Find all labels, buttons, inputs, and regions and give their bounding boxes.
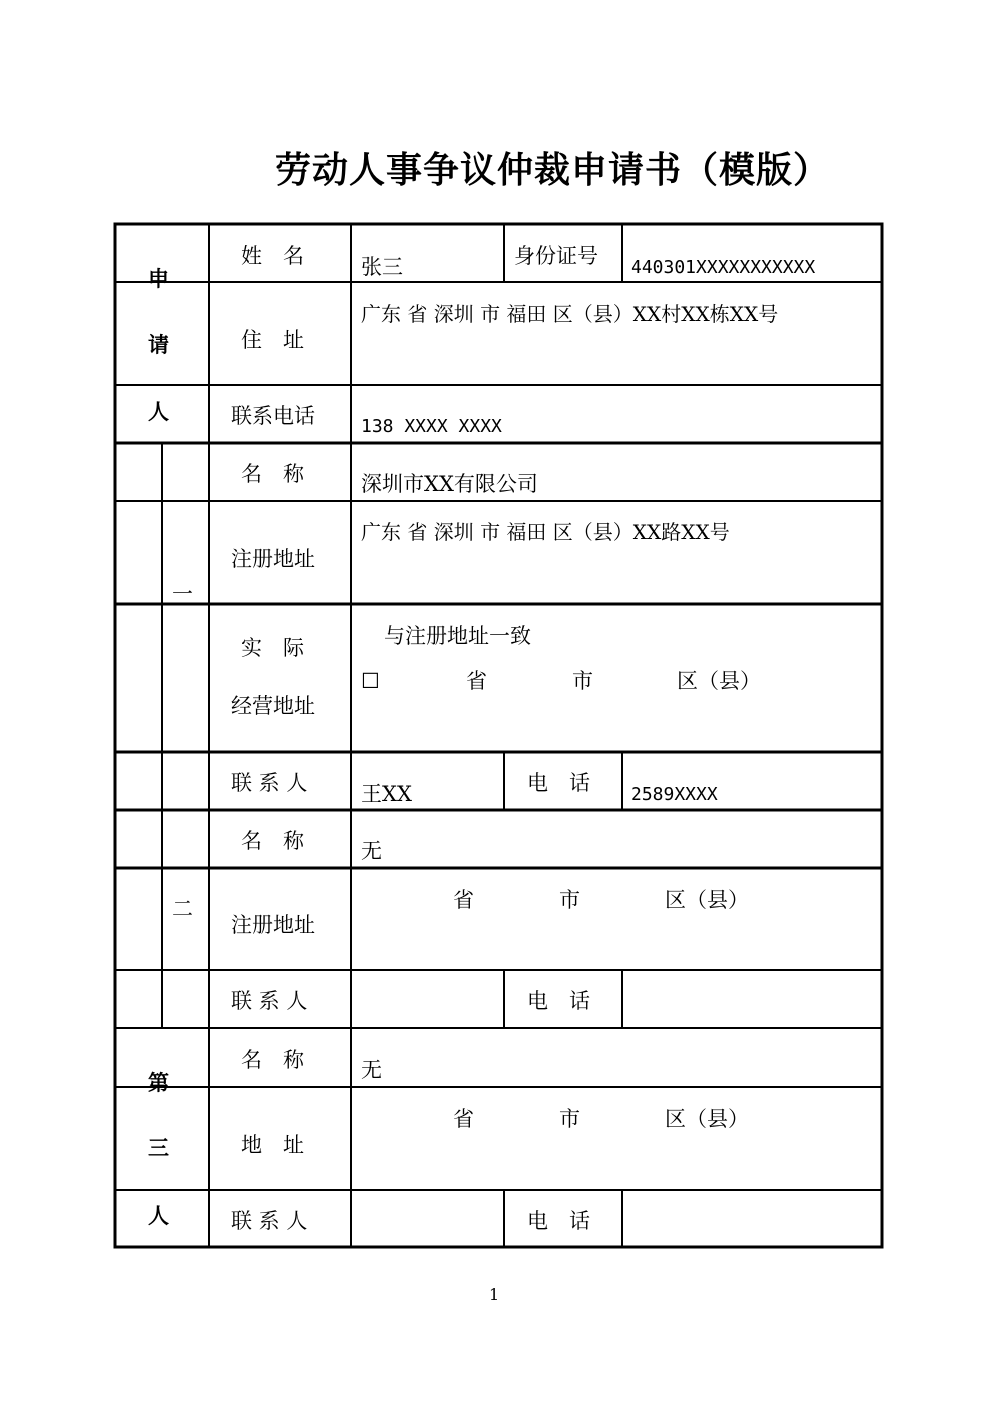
third-party-name-label: 名 称 <box>241 1048 304 1072</box>
respondent-two-province-label: 省 <box>453 888 474 912</box>
third-party-side-char-2: 三 <box>148 1135 169 1160</box>
third-party-district-label: 区（县） <box>665 1107 749 1131</box>
respondent-one-name-label: 名 称 <box>241 462 304 486</box>
document-title: 劳动人事争议仲裁申请书（模版） <box>275 149 831 191</box>
respondent-two-contact-label: 联 系 人 <box>231 989 308 1013</box>
applicant-side-char-3: 人 <box>148 399 169 424</box>
respondent-one-name-value[interactable]: 深圳市XX有限公司 <box>361 472 538 496</box>
respondent-one-same-as-reg: 与注册地址一致 <box>384 624 531 648</box>
respondent-one-contact-label: 联 系 人 <box>231 771 308 795</box>
respondent-two-name-value[interactable]: 无 <box>361 839 382 863</box>
applicant-phone-label: 联系电话 <box>231 404 315 428</box>
respondent-one-reg-address-label: 注册地址 <box>231 547 315 571</box>
respondent-one-contact-value[interactable]: 王XX <box>361 782 412 806</box>
applicant-side-char-2: 请 <box>148 332 169 357</box>
respondent-one-tel-label: 电 话 <box>527 771 590 795</box>
respondent-one-actual-label-2: 经营地址 <box>231 694 315 718</box>
third-party-address-label: 地 址 <box>241 1133 304 1157</box>
respondent-two-name-label: 名 称 <box>241 829 304 853</box>
respondent-two-city-label: 市 <box>559 888 580 912</box>
respondent-two-reg-address-label: 注册地址 <box>231 913 315 937</box>
applicant-name-value[interactable]: 张三 <box>361 255 403 279</box>
applicant-address-value[interactable]: 广东 省 深圳 市 福田 区（县）XX村XX栋XX号 <box>361 302 779 326</box>
third-party-name-value[interactable]: 无 <box>361 1058 382 1082</box>
applicant-phone-value[interactable]: 138 XXXX XXXX <box>361 416 502 437</box>
respondent-one-city-label: 市 <box>572 669 593 693</box>
respondent-one-actual-label-1: 实 际 <box>241 636 304 660</box>
third-party-side-char-3: 人 <box>148 1203 169 1228</box>
third-party-tel-label: 电 话 <box>527 1209 590 1233</box>
applicant-address-label: 住 址 <box>241 328 304 352</box>
applicant-name-label: 姓 名 <box>241 244 304 268</box>
page-number: 1 <box>489 1285 500 1304</box>
respondent-two-index: 二 <box>172 897 193 921</box>
third-party-city-label: 市 <box>559 1107 580 1131</box>
respondent-one-checkbox-icon[interactable]: ☐ <box>361 669 380 693</box>
applicant-side-char-1: 申 <box>148 266 169 291</box>
respondent-two-tel-label: 电 话 <box>527 989 590 1013</box>
third-party-side-char-1: 第 <box>148 1070 169 1095</box>
respondent-one-reg-address-value[interactable]: 广东 省 深圳 市 福田 区（县）XX路XX号 <box>361 520 730 544</box>
third-party-province-label: 省 <box>453 1107 474 1131</box>
applicant-id-label: 身份证号 <box>514 244 598 268</box>
applicant-id-value[interactable]: 440301XXXXXXXXXXX <box>631 257 816 278</box>
respondent-one-province-label: 省 <box>466 669 487 693</box>
respondent-one-index: 一 <box>172 582 193 606</box>
respondent-one-tel-value[interactable]: 2589XXXX <box>631 784 718 805</box>
respondent-two-district-label: 区（县） <box>665 888 749 912</box>
third-party-contact-label: 联 系 人 <box>231 1209 308 1233</box>
respondent-one-district-label: 区（县） <box>677 669 761 693</box>
